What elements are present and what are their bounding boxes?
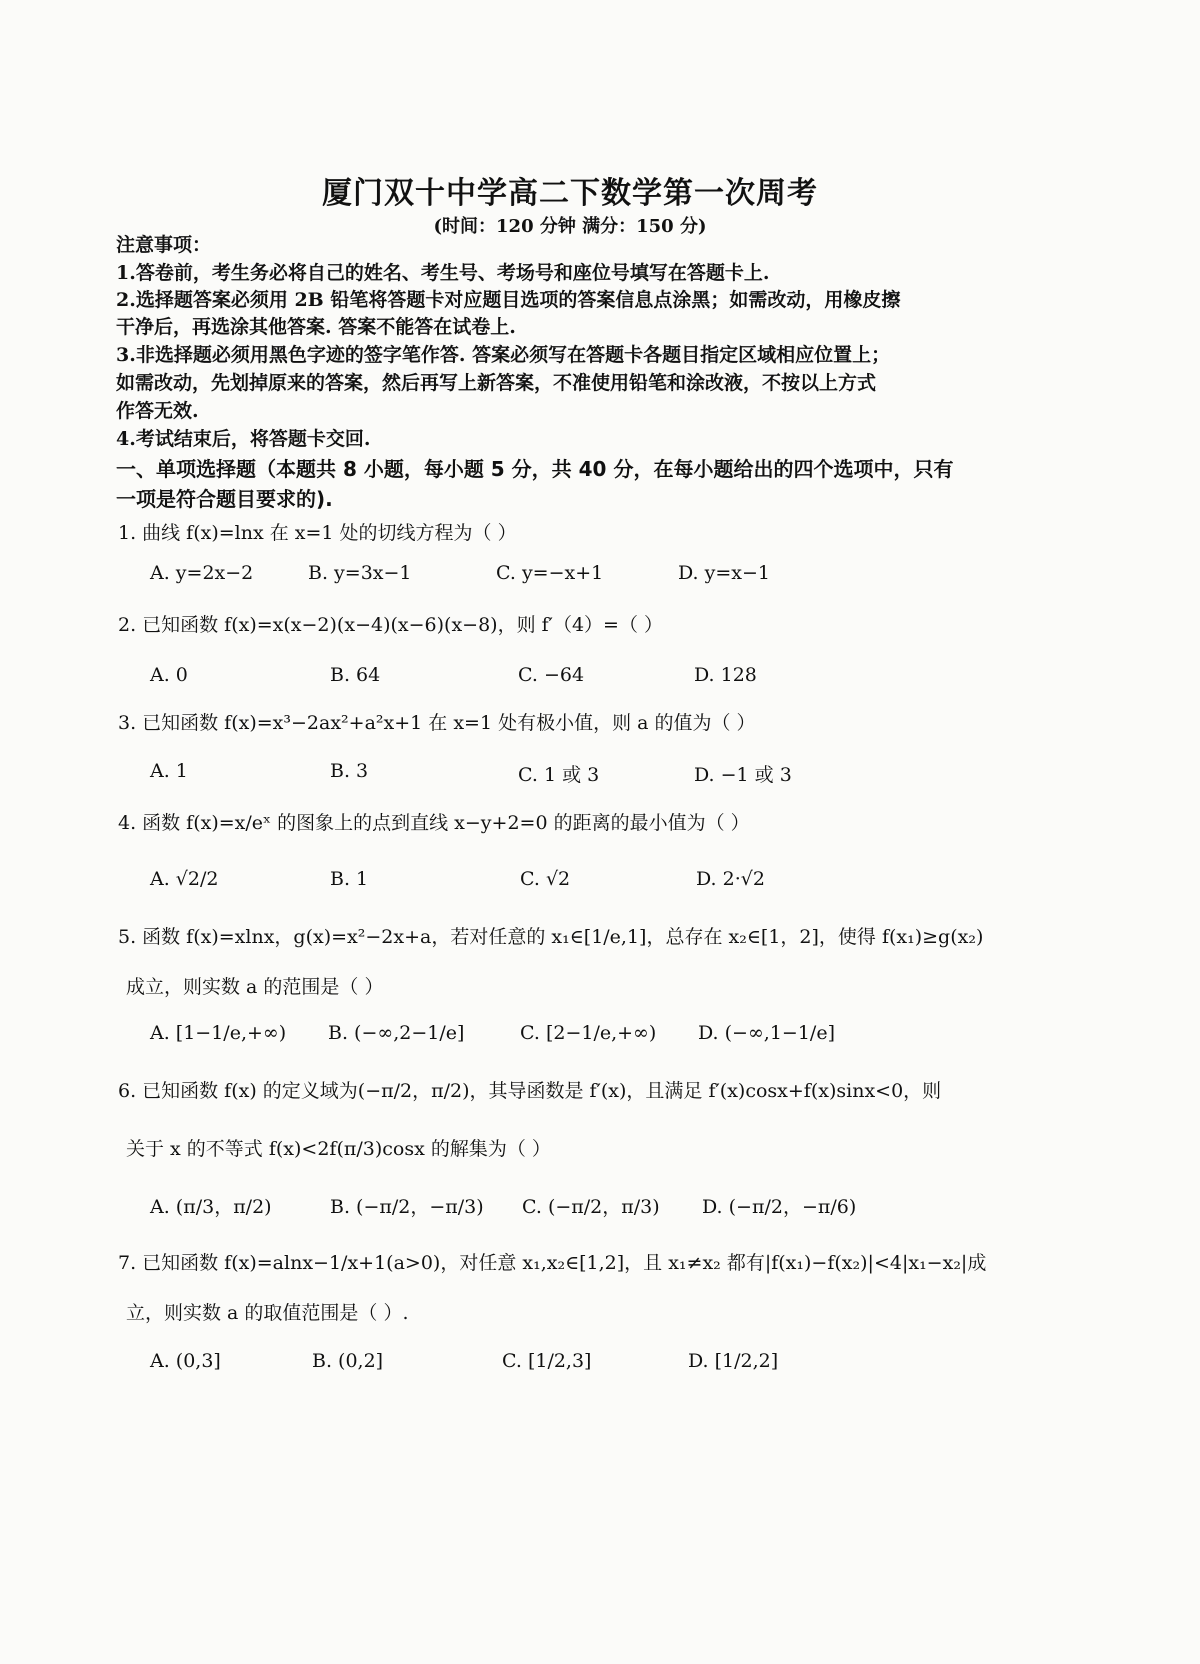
option-c: C. [2−1/e,+∞) (520, 1022, 657, 1044)
option-a: A. [1−1/e,+∞) (150, 1022, 287, 1044)
option-d: D. [1/2,2] (688, 1350, 779, 1372)
option-a: A. (0,3] (150, 1350, 221, 1372)
option-b: B. 3 (330, 760, 369, 782)
option-a: A. 0 (150, 664, 188, 686)
option-c: C. (−π/2，π/3) (522, 1196, 660, 1218)
question-1 (118, 518, 1058, 548)
question-number: 4. (118, 812, 137, 834)
question-text: 已知函数 f(x)=x(x−2)(x−4)(x−6)(x−8)，则 f′（4）=（ ） (142, 614, 664, 636)
notice-line-6: 作答无效. (116, 400, 199, 422)
option-a: A. √2/2 (150, 868, 219, 890)
option-c: C. √2 (520, 868, 571, 890)
question-number: 6. (118, 1080, 137, 1102)
option-b: B. (0,2] (312, 1350, 384, 1372)
question-5-continuation: 成立，则实数 a 的范围是（ ） (126, 976, 384, 998)
notice-line-3: 干净后，再选涂其他答案. 答案不能答在试卷上. (116, 316, 516, 338)
question-6-options (150, 1192, 1050, 1232)
option-b: B. (−∞,2−1/e] (328, 1022, 465, 1044)
question-3-options (150, 760, 1050, 800)
option-b: B. (−π/2，−π/3) (330, 1196, 484, 1218)
option-d: D. (−π/2，−π/6) (702, 1196, 857, 1218)
option-d: D. 128 (694, 664, 757, 686)
question-text: 函数 f(x)=x/eˣ 的图象上的点到直线 x−y+2=0 的距离的最小值为（ ） (142, 812, 750, 834)
question-6 (118, 1076, 1058, 1106)
option-a: A. (π/3，π/2) (150, 1196, 272, 1218)
section-heading-line-2: 一项是符合题目要求的). (116, 487, 333, 511)
notice-line-7: 4.考试结束后，将答题卡交回. (116, 428, 371, 450)
option-b: B. 1 (330, 868, 369, 890)
section-heading-line-1: 一、单项选择题（本题共 8 小题，每小题 5 分，共 40 分，在每小题给出的四个选项中，只有 (116, 457, 954, 481)
question-4-options (150, 868, 1050, 908)
question-text: 曲线 f(x)=lnx 在 x=1 处的切线方程为（ ） (142, 522, 517, 544)
option-d: D. 2·√2 (696, 868, 765, 890)
question-5-options (150, 1022, 1050, 1062)
option-a: A. y=2x−2 (150, 562, 254, 584)
notice-heading: 注意事项： (116, 234, 212, 256)
question-number: 5. (118, 926, 137, 948)
question-number: 2. (118, 614, 137, 636)
question-7-continuation: 立，则实数 a 的取值范围是（ ）. (126, 1302, 409, 1324)
question-text: 已知函数 f(x)=x³−2ax²+a²x+1 在 x=1 处有极小值，则 a 的值为（ ） (142, 712, 756, 734)
page-title: 厦门双十中学高二下数学第一次周考 (322, 176, 818, 211)
question-number: 7. (118, 1252, 137, 1274)
question-number: 3. (118, 712, 137, 734)
notice-line-1: 1.答卷前，考生务必将自己的姓名、考生号、考场号和座位号填写在答题卡上. (116, 262, 770, 284)
question-5 (118, 922, 1058, 952)
question-2 (118, 610, 1058, 640)
notice-line-5: 如需改动，先划掉原来的答案，然后再写上新答案，不准使用铅笔和涂改液，不按以上方式 (116, 372, 877, 394)
option-b: B. y=3x−1 (308, 562, 412, 584)
option-c: C. [1/2,3] (502, 1350, 592, 1372)
option-d: D. y=x−1 (678, 562, 771, 584)
question-2-options (150, 664, 1050, 704)
option-d: D. (−∞,1−1/e] (698, 1022, 835, 1044)
option-a: A. 1 (150, 760, 188, 782)
question-6-continuation: 关于 x 的不等式 f(x)<2f(π/3)cosx 的解集为（ ） (126, 1138, 551, 1160)
option-c: C. −64 (518, 664, 585, 686)
question-7-options (150, 1350, 1050, 1390)
exam-time-score: (时间：120 分钟 满分：150 分) (433, 216, 707, 237)
option-c: C. y=−x+1 (496, 562, 604, 584)
question-3 (118, 708, 1058, 738)
option-b: B. 64 (330, 664, 381, 686)
notice-line-2: 2.选择题答案必须用 2B 铅笔将答题卡对应题目选项的答案信息点涂黑；如需改动，用橡皮擦 (116, 289, 901, 311)
question-7 (118, 1248, 1058, 1278)
question-text: 已知函数 f(x) 的定义域为(−π/2，π/2)，其导函数是 f′(x)，且满足 f′(x)cosx+f(x)sinx<0，则 (142, 1080, 942, 1102)
question-text: 已知函数 f(x)=alnx−1/x+1(a>0)，对任意 x₁,x₂∈[1,2]，且 x₁≠x₂ 都有|f(x₁)−f(x₂)|<4|x₁−x₂|成 (142, 1252, 987, 1274)
question-1-options (150, 562, 1050, 602)
question-4 (118, 808, 1058, 838)
question-text: 函数 f(x)=xlnx，g(x)=x²−2x+a，若对任意的 x₁∈[1/e,1]，总存在 x₂∈[1，2]，使得 f(x₁)≥g(x₂) (142, 926, 984, 948)
option-c: C. 1 或 3 (518, 764, 600, 786)
question-number: 1. (118, 522, 137, 544)
notice-line-4: 3.非选择题必须用黑色字迹的签字笔作答. 答案必须写在答题卡各题目指定区域相应位置上； (116, 344, 891, 366)
option-d: D. −1 或 3 (694, 764, 792, 786)
